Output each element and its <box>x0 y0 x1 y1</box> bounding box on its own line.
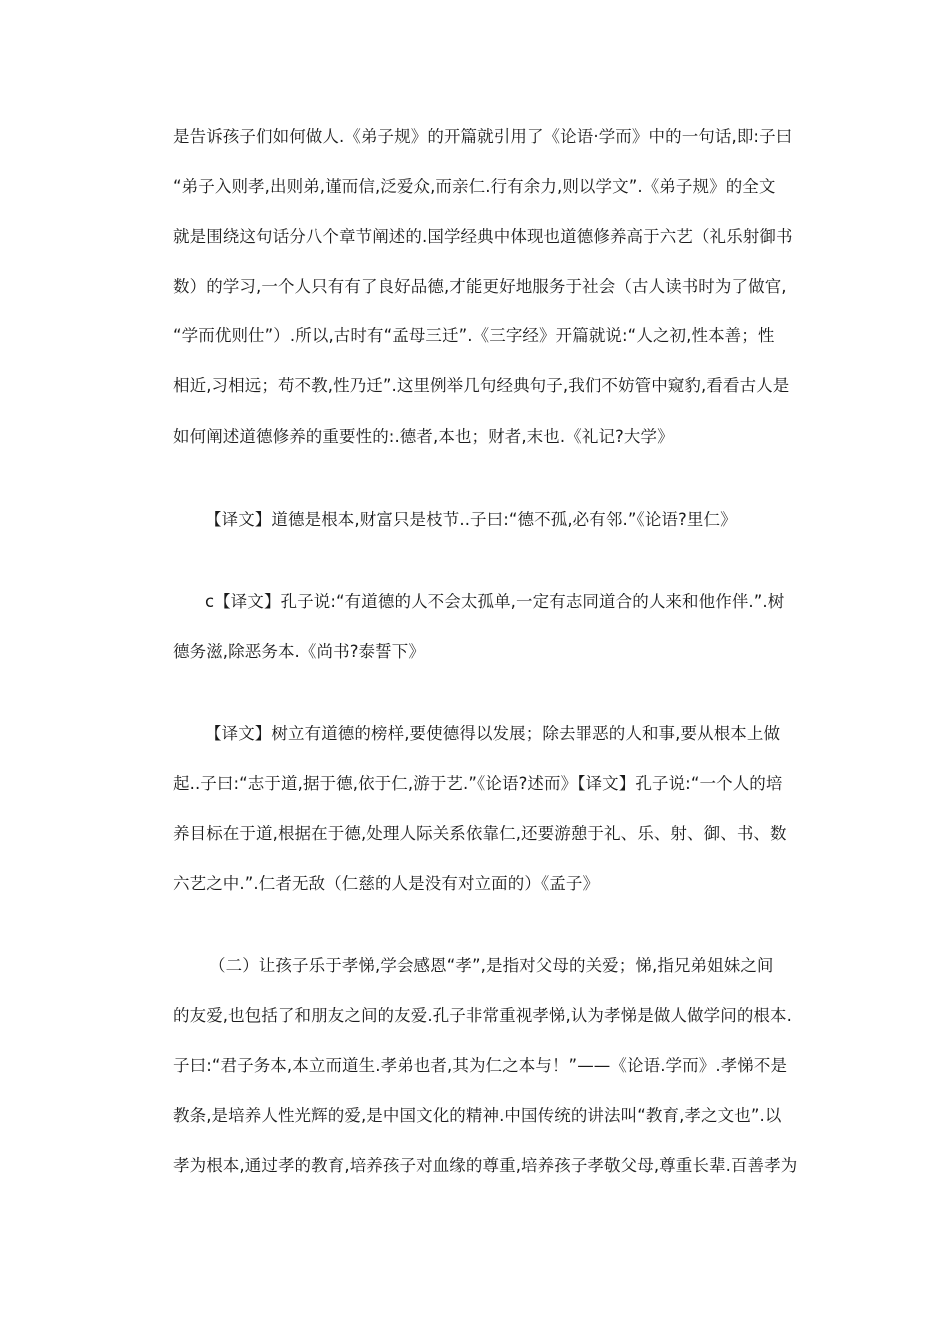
text-line: 是告诉孩子们如何做人.《弟子规》的开篇就引用了《论语·学而》中的一句话,即:子曰 <box>173 127 793 146</box>
text-line: 养目标在于道,根据在于德,处理人际关系依靠仁,还要游憩于礼、乐、射、御、书、数 <box>173 824 787 843</box>
translation-paragraph: c【译文】孔子说:“有道德的人不会太孤单,一定有志同道合的人来和他作伴.”.树 <box>205 592 785 611</box>
text-line: 如何阐述道德修养的重要性的:.德者,本也；财者,末也.《礼记?大学》 <box>173 427 674 446</box>
text-line: 就是围绕这句话分八个章节阐述的.国学经典中体现也道德修养高于六艺（礼乐射御书 <box>173 227 793 246</box>
text-line: 孝为根本,通过孝的教育,培养孩子对血缘的尊重,培养孩子孝敬父母,尊重长辈.百善孝为 <box>173 1156 798 1175</box>
text-line: 子曰:“君子务本,本立而道生.孝弟也者,其为仁之本与！”——《论语.学而》.孝悌不是 <box>173 1056 788 1075</box>
translation-paragraph: 【译文】树立有道德的榜样,要使德得以发展；除去罪恶的人和事,要从根本上做 <box>205 724 781 743</box>
text-line: 相近,习相远；苟不教,性乃迁”.这里例举几句经典句子,我们不妨管中窥豹,看看古人是 <box>173 376 790 395</box>
text-line: 六艺之中.”.仁者无敌（仁慈的人是没有对立面的）《孟子》 <box>173 874 600 893</box>
translation-paragraph: 【译文】道德是根本,财富只是枝节..子曰:“德不孤,必有邻.”《论语?里仁》 <box>205 510 737 529</box>
section-paragraph: （二）让孩子乐于孝悌,学会感恩“孝”,是指对父母的关爱；悌,指兄弟姐妹之间 <box>209 956 774 975</box>
text-line: 德务滋,除恶务本.《尚书?泰誓下》 <box>173 642 425 661</box>
text-line: 起..子曰:“志于道,据于德,依于仁,游于艺.”《论语?述而》【译文】孔子说:“一个人的培 <box>173 774 783 793</box>
text-line: 教条,是培养人性光辉的爱,是中国文化的精神.中国传统的讲法叫“教育,孝之文也”.以 <box>173 1106 782 1125</box>
text-line: 的友爱,也包括了和朋友之间的友爱.孔子非常重视孝悌,认为孝悌是做人做学问的根本. <box>173 1006 792 1025</box>
text-line: “弟子入则孝,出则弟,谨而信,泛爱众,而亲仁.行有余力,则以学文”.《弟子规》的全文 <box>173 177 776 196</box>
text-line: 数）的学习,一个人只有有了良好品德,才能更好地服务于社会（古人读书时为了做官, <box>173 277 787 296</box>
text-line: “学而优则仕”）.所以,古时有“孟母三迁”.《三字经》开篇就说:“人之初,性本善；性 <box>173 326 775 345</box>
